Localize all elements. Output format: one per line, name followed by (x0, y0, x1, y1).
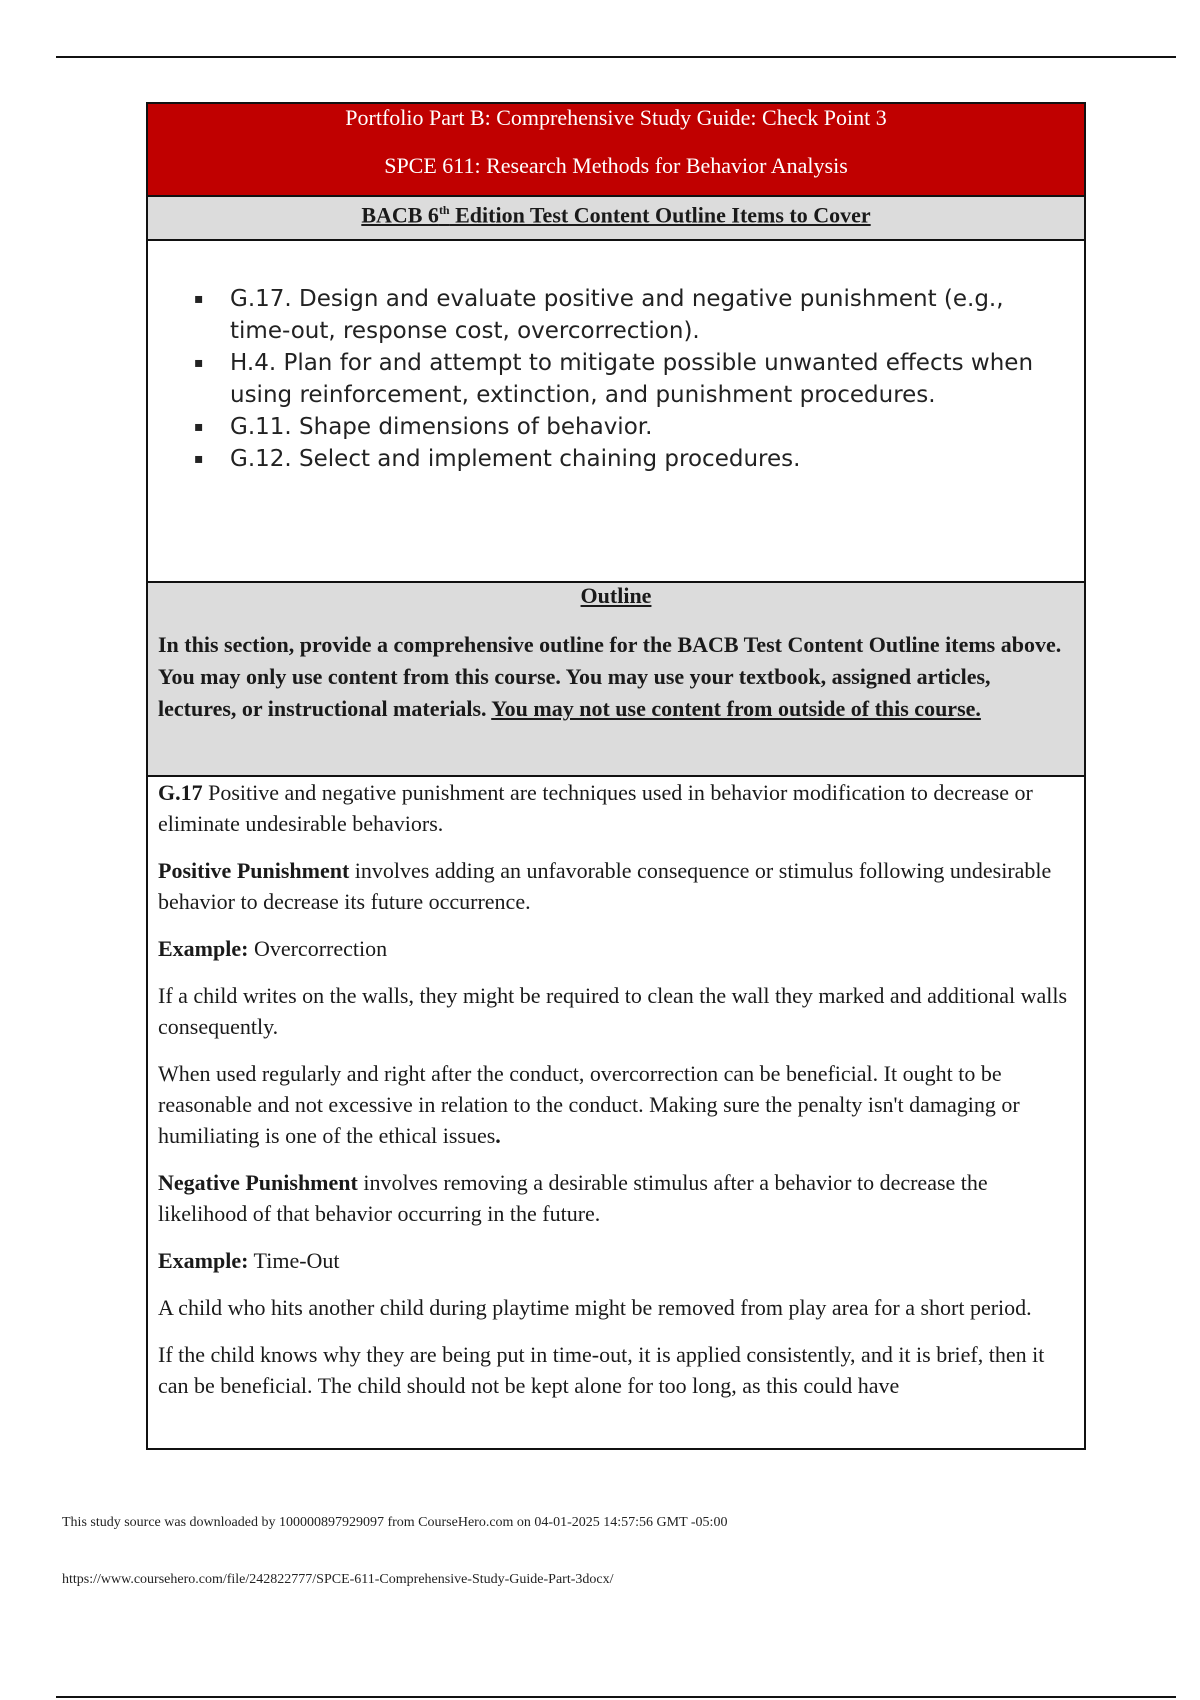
items-heading-sup: th (438, 203, 450, 217)
outline-section (148, 583, 1084, 777)
top-rule (56, 56, 1176, 58)
bullet-icon: ▪ (194, 419, 204, 435)
bottom-rule (56, 1696, 1176, 1698)
paragraph-positive-punishment: Positive Punishment involves adding an unfavorable consequence or stimulus following undesirable behavior to decrease its future occurrence. (158, 858, 1052, 914)
paragraph-timeout-example: A child who hits another child during playtime might be removed from play area for a short period. (158, 1295, 1032, 1320)
list-item: ▪ G.17. Design and evaluate positive and negative punishment (e.g., time-out, response cost, overcorrection). (230, 283, 1068, 347)
paragraph-example-timeout: Example: Time-Out (158, 1248, 340, 1273)
course-title: SPCE 611: Research Methods for Behavior Analysis (384, 153, 848, 178)
list-item: ▪ H.4. Plan for and attempt to mitigate possible unwanted effects when using reinforcement, extinction, and punishment procedures. (230, 347, 1068, 411)
source-url[interactable]: https://www.coursehero.com/file/242822777/SPCE-611-Comprehensive-Study-Guide-Part-3docx/ (62, 1572, 614, 1587)
items-heading (148, 195, 1084, 241)
paragraph-overcorrection-example: If a child writes on the walls, they might be required to clean the wall they marked and additional walls consequently. (158, 983, 1068, 1039)
paragraph-g17: G.17 Positive and negative punishment are techniques used in behavior modification to decrease or eliminate undesirable behaviors. (158, 780, 1033, 836)
paragraph-negative-punishment: Negative Punishment involves removing a desirable stimulus after a behavior to decrease the likelihood of that behavior occurring in the future. (158, 1170, 988, 1226)
bullet-icon: ▪ (194, 291, 204, 307)
paragraph-example-overcorrection: Example: Overcorrection (158, 936, 388, 961)
title-banner (148, 104, 1084, 195)
paragraph-timeout-ethics: If the child knows why they are being put in time-out, it is applied consistently, and it is brief, then it can be beneficial. The child should not be kept alone for too long, as this could have (158, 1342, 1045, 1398)
bullet-icon: ▪ (194, 451, 204, 467)
items-heading-pre: BACB 6 (361, 202, 439, 228)
outline-instructions: In this section, provide a comprehensive outline for the BACB Test Content Outline items above. You may only use content from this course. You may use your textbook, assigned articles, lectures, or instructional materials. You may not use content from outside of this course. (158, 632, 1062, 721)
outline-title: Outline (580, 583, 652, 608)
content-items-section (148, 241, 1084, 583)
bullet-icon: ▪ (194, 355, 204, 371)
paragraph-overcorrection-ethics: When used regularly and right after the conduct, overcorrection can be beneficial. It ought to be reasonable and not excessive in relation to the conduct. Making sure the penalty isn't damaging or humiliating is one of the ethical issues. (158, 1061, 1020, 1148)
study-guide-table (146, 102, 1086, 1450)
items-heading-post: Edition Test Content Outline Items to Cover (449, 202, 871, 228)
list-item: ▪ G.11. Shape dimensions of behavior. (230, 411, 1068, 443)
list-item: ▪ G.12. Select and implement chaining procedures. (230, 443, 1068, 475)
content-items-list (148, 283, 1084, 475)
guide-title: Portfolio Part B: Comprehensive Study Guide: Check Point 3 (345, 105, 887, 130)
download-note: This study source was downloaded by 100000897929097 from CourseHero.com on 04-01-2025 14:57:56 GMT -05:00 (62, 1515, 728, 1530)
outline-content (148, 777, 1084, 1448)
outline-restriction: You may not use content from outside of this course. (491, 696, 981, 721)
